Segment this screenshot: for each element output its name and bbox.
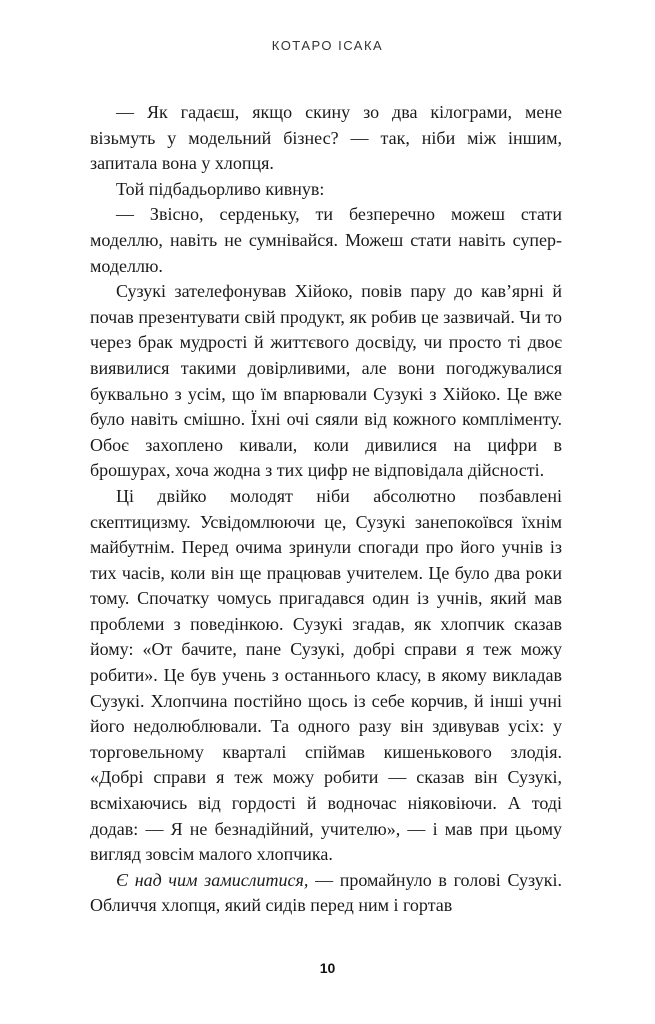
paragraph-text: — промайнуло в голові Сузукі. Обличчя хлопця, який сидів перед ним і гортав <box>90 869 562 916</box>
page-number: 10 <box>319 960 336 976</box>
paragraph: Той підбадьорливо кивнув: <box>116 178 325 199</box>
paragraph: Сузукі зателефонував Хійоко, повів пару до кав’ярні й почав презентувати свій продукт, як робив це зазвичай. Чи то через брак мудрості й життєвого досвіду, чи просто ті двоє виявилися такими довірливими, але вони погоджувалися буквально з усім, що їм впарювали Сузукі з Хійоко. Це вже було навіть смішно. Їхні очі сяяли від кожного компліменту. Обоє захоплено кивали, коли дивилися на цифри в брошурах, хоча жодна з тих цифр не відповідала дійсності. <box>90 281 562 481</box>
running-head: КОТАРО ІСАКА <box>271 38 384 53</box>
paragraph: — Як гадаєш, якщо скину зо два кілограми, мене візьмуть у модельний бізнес? — так, ніби між іншим, запитала вона у хлопця. <box>90 102 562 174</box>
paragraph: Ці двійко молодят ніби абсолютно позбавлені скептицизму. Усвідомлюючи це, Сузукі занепокоївся їхнім майбутнім. Перед очима зринули спогади про його учнів із тих часів, коли він ще працював учителем. Це було два роки тому. Спочатку чомусь пригадався один із учнів, який мав проблеми з поведінкою. Сузукі згадав, як хлопчик сказав йому: «От бачите, пане Сузукі, добрі справи я теж можу робити». Це був учень з останнього класу, в якому викладав Сузукі. Хлопчина постійно щось із себе корчив, й інші учні його недолюблювали. Та одного разу він здивував усіх: у торговельному кварталі спіймав кишенькового злодія. «Добрі справи я теж можу робити — сказав він Сузукі, всміхаючись від гордості й водночас ніяковіючи. А тоді додав: — Я не безнадійний, учителю», — і мав при цьому вигляд зовсім малого хлопчика. <box>90 485 562 865</box>
paragraph <box>90 868 562 919</box>
italic-phrase: Є над чим замислитися, <box>116 869 309 890</box>
paragraph: — Звісно, серденьку, ти безперечно можеш стати моделлю, навіть не сумнівайся. Можеш стати навіть супер-моделлю. <box>90 204 562 276</box>
body-text <box>90 100 562 919</box>
